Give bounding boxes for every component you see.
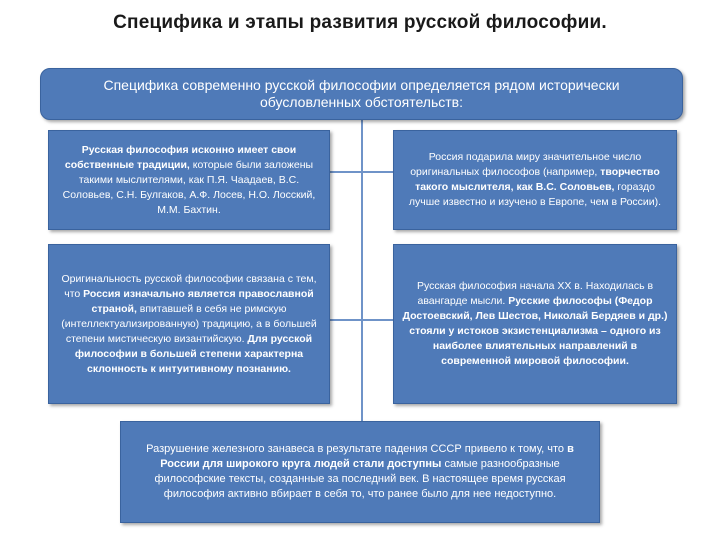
box-top-left-text xyxy=(57,143,321,218)
text-segment: гораздо лучше известно и изучено в Европе, чем в России). xyxy=(408,181,662,208)
text-segment: Россия подарила миру значительное число оригинальных философов (например, xyxy=(410,151,642,178)
text-segment: творчество такого мыслителя, как В.С. Соловьев, xyxy=(415,166,660,193)
text-segment: Для русской философии в большей степени характерна склонность к интуитивному познанию. xyxy=(74,332,313,375)
text-segment: в России для широкого круга людей стали доступны xyxy=(160,443,574,470)
text-segment: Разрушение железного занавеса в результате падения СССР привело к тому, что xyxy=(146,443,568,455)
text-segment: которые были заложены такими мыслителями, как П.Я. Чаадаев, В.С. Соловьев, С.Н. Булгаков, А.Ф. Лосев, Н.О. Лосский, М.М. Бахтин. xyxy=(62,158,316,216)
header-text: Специфика современно русской философии определяется рядом исторически обусловленных обстоятельств: xyxy=(103,77,620,110)
page-title: Специфика и этапы развития русской философии. xyxy=(113,12,607,33)
box-top-right-text xyxy=(402,150,668,210)
text-segment: Русская философия начала XX в. Находилась в авангарде мысли. xyxy=(416,280,654,307)
header-box xyxy=(40,68,683,120)
box-mid-left xyxy=(48,244,330,404)
box-top-right xyxy=(393,130,677,230)
text-segment: впитавшей в себя не римскую (интеллектуализированную) традицию, а в большей степени мистическую византийскую. xyxy=(61,302,317,345)
text-segment: Оригинальность русской философии связана с тем, что xyxy=(61,272,317,300)
text-segment: самые разнообразные философские тексты, созданные за последний век. В настоящее время русская философия активно вбирает в себя то, что ранее было для нее недоступно. xyxy=(154,458,566,500)
box-top-left xyxy=(48,130,330,230)
text-segment: Русская философия исконно имеет свои собственные традиции, xyxy=(64,143,297,171)
box-mid-right xyxy=(393,244,677,404)
box-bottom-text xyxy=(131,442,589,502)
text-segment: Россия изначально является православной страной, xyxy=(83,287,314,315)
text-segment: Русские философы (Федор Достоевский, Лев Шестов, Николай Бердяев и др.) стояли у истоков экзистенциализма – одного из наиболее влиятельных направлений в современной мировой философии. xyxy=(402,295,668,367)
box-mid-right-text xyxy=(402,279,668,369)
box-mid-left-text xyxy=(57,272,321,377)
box-bottom xyxy=(120,421,600,523)
